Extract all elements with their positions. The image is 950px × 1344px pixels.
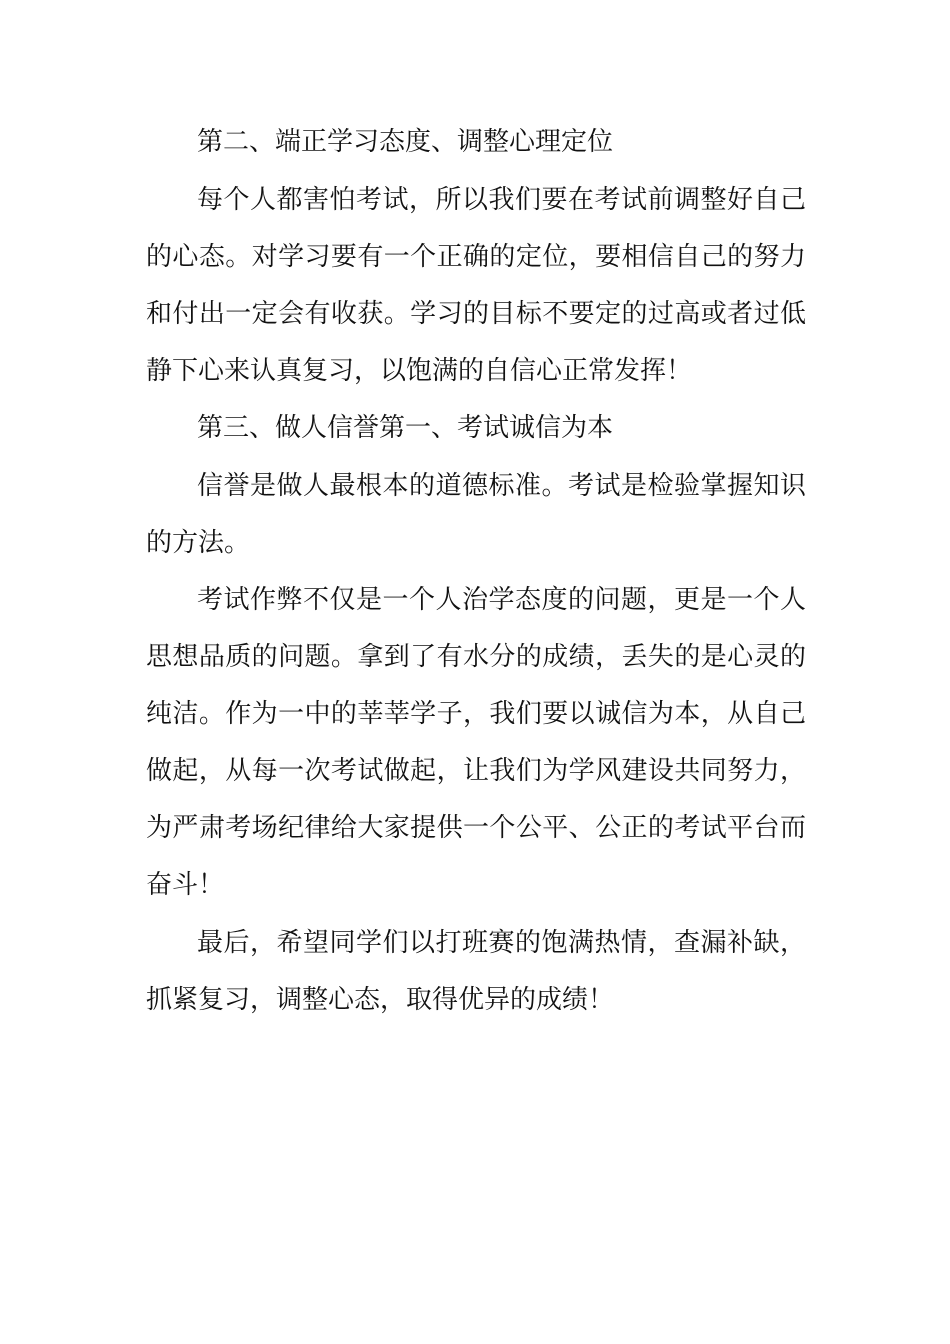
- paragraph-line: 信誉是做人最根本的道德标准。考试是检验掌握知识: [197, 471, 806, 501]
- paragraph-line: 考试作弊不仅是一个人治学态度的问题，更是一个人: [197, 585, 806, 615]
- paragraph-line: 每个人都害怕考试，所以我们要在考试前调整好自己: [197, 185, 806, 215]
- section-heading: 第二、端正学习态度、调整心理定位: [197, 127, 614, 157]
- section-heading: 第三、做人信誉第一、考试诚信为本: [197, 413, 614, 443]
- paragraph-line: 抓紧复习，调整心态，取得优异的成绩！: [146, 985, 615, 1015]
- paragraph-line: 最后，希望同学们以打班赛的饱满热情，查漏补缺，: [197, 928, 806, 958]
- paragraph-line: 纯洁。作为一中的莘莘学子，我们要以诚信为本，从自己: [146, 699, 806, 729]
- paragraph-line: 和付出一定会有收获。学习的目标不要定的过高或者过低: [146, 299, 806, 329]
- paragraph-line: 奋斗！: [146, 870, 225, 900]
- paragraph-line: 思想品质的问题。拿到了有水分的成绩，丢失的是心灵的: [146, 642, 806, 672]
- paragraph-line: 的方法。: [146, 528, 251, 558]
- paragraph-line: 为严肃考场纪律给大家提供一个公平、公正的考试平台而: [146, 813, 806, 843]
- paragraph-line: 的心态。对学习要有一个正确的定位，要相信自己的努力: [146, 242, 806, 272]
- paragraph-line: 静下心来认真复习，以饱满的自信心正常发挥！: [146, 356, 693, 386]
- paragraph-line: 做起，从每一次考试做起，让我们为学风建设共同努力，: [146, 756, 806, 786]
